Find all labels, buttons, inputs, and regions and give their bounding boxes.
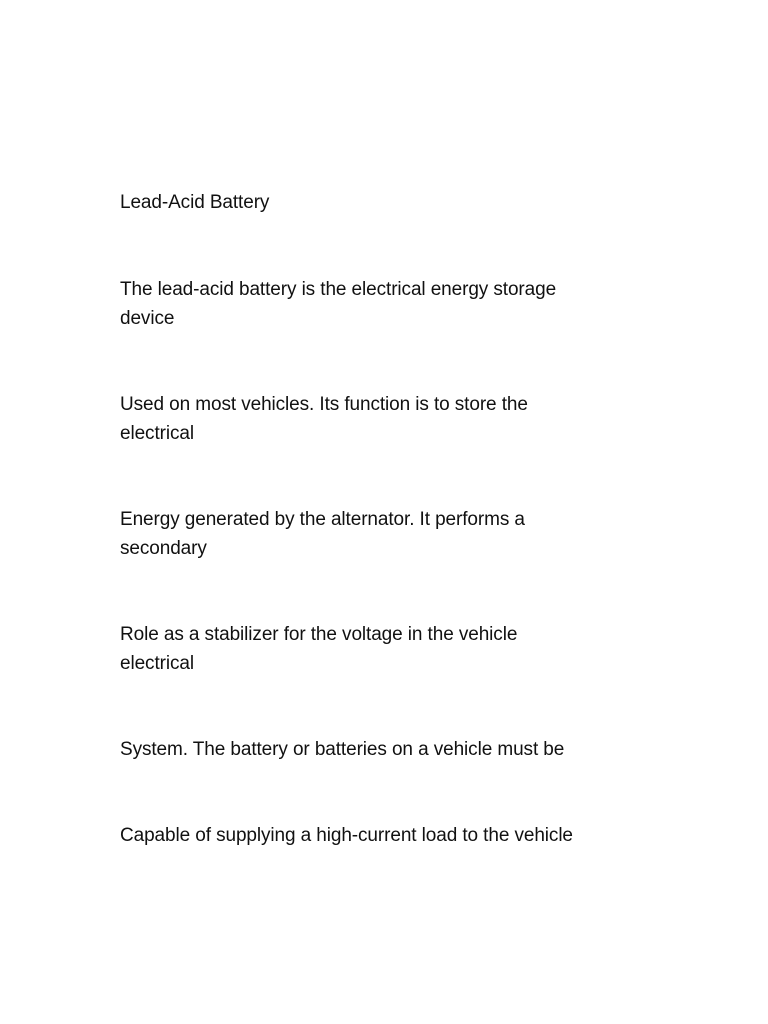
paragraph: Used on most vehicles. Its function is to store the electrical (120, 394, 528, 444)
paragraph: Energy generated by the alternator. It performs a secondary (120, 509, 525, 559)
paragraph: Role as a stabilizer for the voltage in the vehicle electrical (120, 624, 518, 674)
paragraph: Capable of supplying a high-current load to the vehicle (120, 825, 573, 846)
paragraph: System. The battery or batteries on a vehicle must be (120, 739, 565, 760)
document-title: Lead-Acid Battery (120, 192, 270, 213)
paragraph: The lead-acid battery is the electrical energy storage device (120, 279, 557, 329)
